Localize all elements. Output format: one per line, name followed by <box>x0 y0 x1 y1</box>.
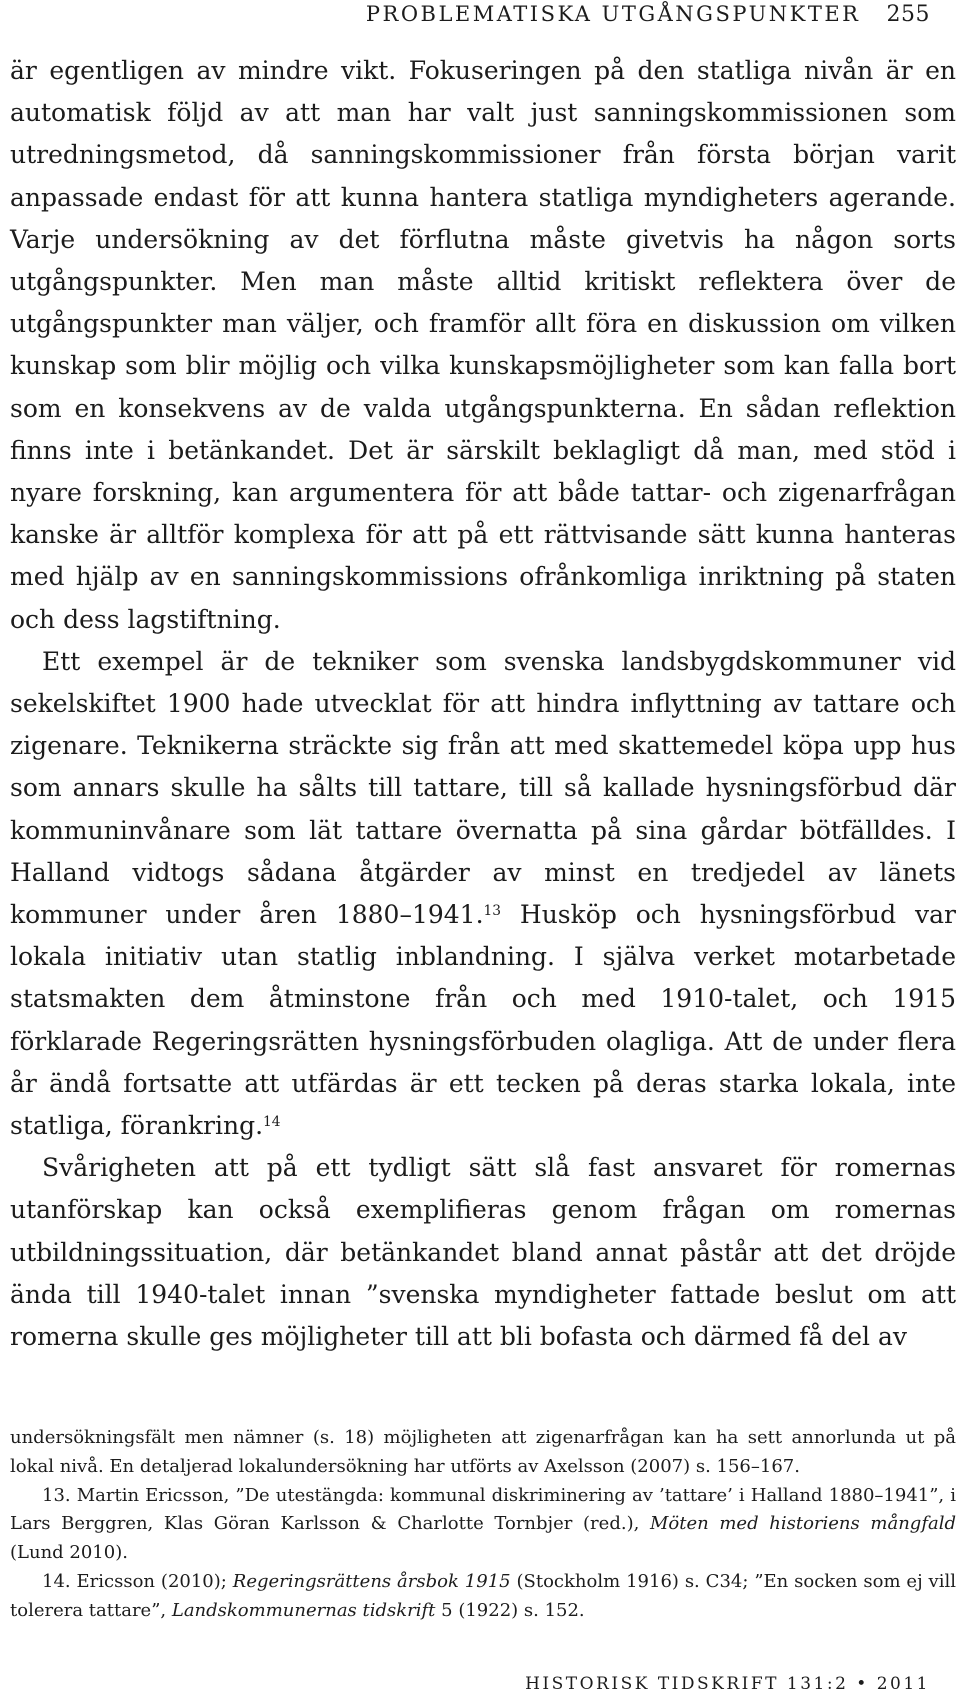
footnote-ref-14[interactable]: 14 <box>263 1113 281 1130</box>
paragraph-2-text-b: Husköp och hysningsförbud var lokala initiativ utan statlig inblandning. I själva verket motarbetade statsmakten dem åtminstone från och med 1910-talet, och 1915 förklarade Regeringsrätten hysningsförbuden olagliga. Att de under flera år ändå fortsatte att utfärdas är ett tecken på deras starka lokala, inte statliga, förankring. <box>10 900 957 1141</box>
footnote-13 <box>10 1482 956 1568</box>
paragraph-2 <box>10 641 956 1147</box>
footnote-14-number: 14. <box>42 1570 71 1592</box>
footnotes <box>10 1424 956 1626</box>
footnote-13-book-title: Möten med historiens mångfald <box>649 1513 957 1535</box>
footnote-14-title-1: Regeringsrättens årsbok 1915 <box>232 1570 511 1592</box>
main-text <box>10 50 956 1358</box>
footnote-14-title-2: Landskommunernas tidskrift <box>171 1599 436 1621</box>
running-title: PROBLEMATISKA UTGÅNGSPUNKTER <box>365 2 861 26</box>
footnote-13-text-a: Martin Ericsson, ”De utestängda: kommunal diskriminering av ’tattare’ i Halland 1880–1941”, i Lars Berggren, Klas Göran Karlsson & Charlotte Tornbjer (red.), <box>10 1484 956 1535</box>
footnote-14-text-c: 5 (1922) s. 152. <box>435 1599 585 1621</box>
footnote-ref-13[interactable]: 13 <box>483 902 502 919</box>
footnote-14-text-a: Ericsson (2010); <box>70 1570 233 1592</box>
footnote-13-text-b: (Lund 2010). <box>10 1542 128 1564</box>
running-header <box>366 2 930 27</box>
footnote-13-number: 13. <box>42 1484 71 1506</box>
page-number: 255 <box>886 2 930 27</box>
journal-footer: HISTORISK TIDSKRIFT 131:2 • 2011 <box>525 1674 930 1694</box>
paragraph-2-text-a: Ett exempel är de tekniker som svenska landsbygdskommuner vid sekelskiftet 1900 hade utvecklat för att hindra inflyttning av tattare och zigenare. Teknikerna sträckte sig från att med skattemedel köpa upp hus som annars skulle ha sålts till tattare, till så kallade hysningsförbud där kommuninvånare som lät tattare övernatta på sina gårdar bötfälldes. I Halland vidtogs sådana åtgärder av minst en tredjedel av länets kommuner under åren 1880–1941. <box>10 646 956 930</box>
paragraph-1: är egentligen av mindre vikt. Fokuseringen på den statliga nivån är en automatisk följd av att man har valt just sanningskommissionen som utredningsmetod, då sanningskommissioner från första början varit anpassade endast för att kunna hantera statliga myndigheters agerande. Varje undersökning av det förflutna måste givetvis ha någon sorts utgångspunkter. Men man måste alltid kritiskt reflektera över de utgångspunkter man väljer, och framför allt föra en diskussion om vilken kunskap som blir möjlig och vilka kunskapsmöjligheter som kan falla bort som en konsekvens av de valda utgångspunkterna. En sådan reflektion finns inte i betänkandet. Det är särskilt beklagligt då man, med stöd i nyare forskning, kan argumentera för att både tattar- och zigenarfrågan kanske är alltför komplexa för att på ett rättvisande sätt kunna hanteras med hjälp av en sanningskommissions ofrånkomliga inriktning på staten och dess lagstiftning. <box>10 56 956 634</box>
paragraph-3: Svårigheten att på ett tydligt sätt slå fast ansvaret för romernas utanförskap kan också exemplifieras genom frågan om romernas utbildningssituation, där betänkandet bland annat påstår att det dröjde ända till 1940-talet innan ”svenska myndigheter fattade beslut om att romerna skulle ges möjligheter till att bli bofasta och därmed få del av <box>10 1153 956 1352</box>
footnote-14-text-b: (Stockholm 1916) s. C34; ”En socken som ej vill tolerera tattare”, <box>10 1570 956 1621</box>
footnote-14 <box>10 1568 956 1626</box>
footnote-continuation: undersökningsfält men nämner (s. 18) möjligheten att zigenarfrågan kan ha sett annorlunda ut på lokal nivå. En detaljerad lokalundersökning har utförts av Axelsson (2007) s. 156–167. <box>10 1427 956 1477</box>
